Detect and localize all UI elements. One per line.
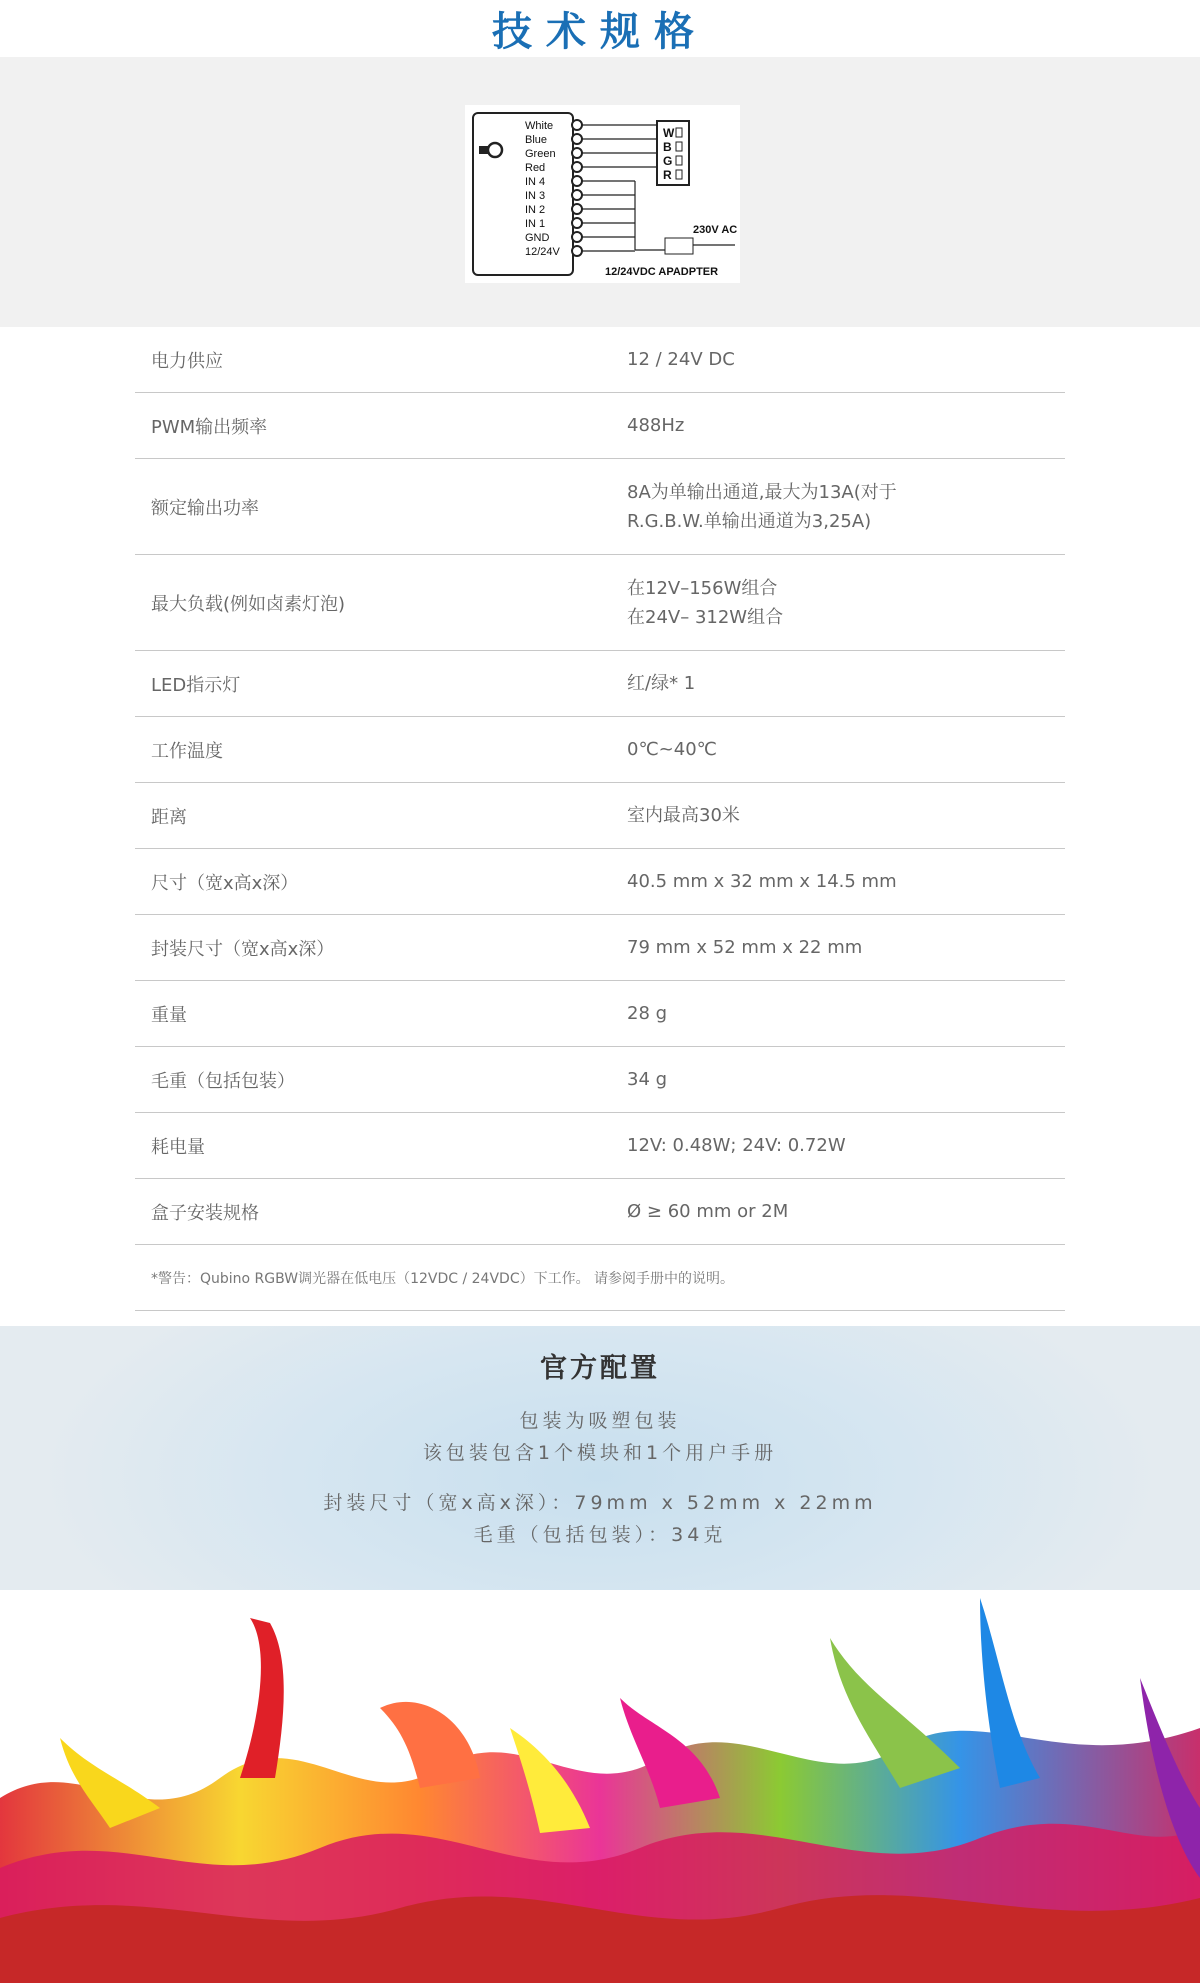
spec-value-line: 28 g: [627, 1003, 668, 1024]
spec-value-line: 12 / 24V DC: [627, 349, 735, 370]
spec-value: [627, 801, 1065, 830]
config-line: 封装尺寸（宽x高x深）：79mm x 52mm x 22mm: [323, 1492, 877, 1514]
spec-value: [627, 999, 1065, 1028]
spec-row: [135, 459, 1065, 555]
adapter-box: [665, 238, 693, 254]
warning-note: *警告：Qubino RGBW调光器在低电压（12VDC / 24VDC）下工作。 请参阅手册中的说明。: [135, 1245, 1065, 1311]
diagram-section: [0, 57, 1200, 327]
spec-label: PWM输出频率: [151, 416, 268, 438]
spec-label: 盒子安装规格: [151, 1202, 259, 1224]
terminal-label: Green: [525, 148, 556, 160]
spec-value: [627, 478, 1065, 536]
terminal-label: Blue: [525, 134, 548, 146]
terminal-label: IN 4: [525, 176, 546, 188]
spec-value: [627, 735, 1065, 764]
page-title: 技术规格: [492, 9, 708, 55]
strip-label: R: [663, 168, 672, 182]
strip-pin: [676, 142, 682, 151]
strip-pin: [676, 128, 682, 137]
config-line: 该包装包含1个模块和1个用户手册: [422, 1442, 778, 1464]
spec-label: 最大负载(例如卤素灯泡): [151, 593, 346, 615]
spec-label: 电力供应: [151, 350, 223, 372]
terminal-label: IN 1: [525, 218, 546, 230]
spec-row: [135, 651, 1065, 717]
ac-label: 230V AC: [693, 224, 738, 236]
spec-value-line: 79 mm x 52 mm x 22 mm: [627, 937, 863, 958]
strip-pin: [676, 156, 682, 165]
spec-value: [627, 1131, 1065, 1160]
spec-value: [627, 345, 1065, 374]
terminal-screw: [572, 190, 582, 200]
terminal-label: Red: [525, 162, 546, 174]
strip-label: B: [663, 140, 672, 154]
terminal-screw: [572, 204, 582, 214]
spec-row: [135, 393, 1065, 459]
strip-label: G: [663, 154, 673, 168]
wiring-diagram: [465, 105, 740, 283]
spec-row: [135, 915, 1065, 981]
spec-value-line: 0℃~40℃: [627, 739, 717, 760]
terminal-screw: [572, 134, 582, 144]
strip-pin: [676, 170, 682, 179]
spec-label: LED指示灯: [151, 674, 241, 696]
spec-value-line: Ø ≥ 60 mm or 2M: [627, 1201, 789, 1222]
spec-table: [135, 327, 1065, 1245]
spec-label: 额定输出功率: [151, 497, 259, 519]
terminal-screw: [572, 246, 582, 256]
config-line: 毛重（包括包装）：34克: [473, 1524, 727, 1546]
spec-row: [135, 717, 1065, 783]
terminal-label: White: [525, 120, 554, 132]
spec-value-line: 12V: 0.48W; 24V: 0.72W: [627, 1135, 846, 1156]
spec-row: [135, 555, 1065, 651]
spec-value-line: 34 g: [627, 1069, 668, 1090]
spec-value-line: 8A为单输出通道,最大为13A(对于: [627, 481, 897, 503]
terminal-screw: [572, 120, 582, 130]
spec-value: [627, 1197, 1065, 1226]
spec-label: 封装尺寸（宽x高x深）: [151, 938, 335, 960]
spec-row: [135, 1047, 1065, 1113]
terminal-screw: [572, 148, 582, 158]
spec-value-line: 室内最高30米: [627, 805, 740, 826]
config-title: 官方配置: [540, 1353, 660, 1384]
spec-label: 距离: [151, 806, 187, 828]
spec-value-line: 在24V– 312W组合: [627, 606, 784, 628]
config-line: 包装为吸塑包装: [519, 1410, 681, 1432]
spec-row: [135, 1113, 1065, 1179]
spec-row: [135, 981, 1065, 1047]
spec-value-line: 488Hz: [627, 415, 685, 436]
terminal-label: IN 2: [525, 204, 546, 216]
spec-label: 毛重（包括包装）: [151, 1070, 295, 1092]
terminal-label: GND: [525, 232, 550, 244]
adapter-label: 12/24VDC APADPTER: [605, 266, 719, 278]
spec-value: [627, 1065, 1065, 1094]
terminal-screw: [572, 218, 582, 228]
spec-value-line: 红/绿* 1: [627, 673, 696, 694]
terminal-screw: [572, 162, 582, 172]
official-config-section: [0, 1326, 1200, 1590]
spec-value: [627, 411, 1065, 440]
spec-label: 工作温度: [151, 740, 223, 762]
spec-value-line: R.G.B.W.单输出通道为3,25A): [627, 510, 872, 532]
spec-value: [627, 933, 1065, 962]
terminal-screw: [572, 232, 582, 242]
spec-value: [627, 574, 1065, 632]
spec-value-line: 在12V–156W组合: [627, 577, 778, 599]
spec-row: [135, 1179, 1065, 1245]
paint-splash-image: [0, 1578, 1200, 1983]
terminal-label: IN 3: [525, 190, 546, 202]
spec-value-line: 40.5 mm x 32 mm x 14.5 mm: [627, 871, 897, 892]
terminal-label: 12/24V: [525, 246, 560, 258]
spec-row: [135, 327, 1065, 393]
spec-value: [627, 867, 1065, 896]
spec-label: 重量: [151, 1004, 187, 1026]
strip-label: W: [663, 126, 675, 140]
spec-row: [135, 849, 1065, 915]
wiring-diagram-svg: [465, 105, 740, 283]
terminal-screw: [572, 176, 582, 186]
spec-label: 耗电量: [151, 1136, 205, 1158]
spec-row: [135, 783, 1065, 849]
spec-value: [627, 669, 1065, 698]
spec-label: 尺寸（宽x高x深）: [151, 872, 299, 894]
